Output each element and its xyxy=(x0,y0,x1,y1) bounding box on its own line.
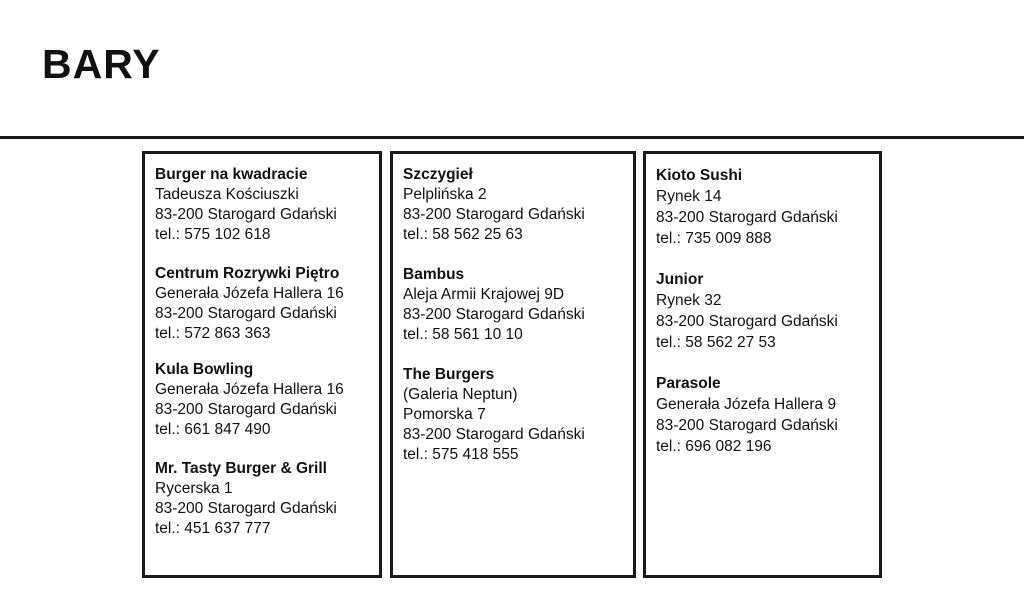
bar-name: The Burgers xyxy=(403,366,495,383)
bar-postal-city: 83-200 Starogard Gdański xyxy=(403,206,585,223)
bar-postal-city: 83-200 Starogard Gdański xyxy=(656,209,838,226)
bar-postal-city: 83-200 Starogard Gdański xyxy=(403,426,585,443)
bar-entry xyxy=(403,365,633,465)
bar-phone: tel.: 661 847 490 xyxy=(155,421,271,438)
bar-entry xyxy=(155,459,379,539)
bar-name: Szczygieł xyxy=(403,166,473,183)
bar-phone: tel.: 58 561 10 10 xyxy=(403,326,523,343)
bar-name: Kioto Sushi xyxy=(656,167,743,184)
bar-entry xyxy=(155,360,379,440)
bar-address-line: Pomorska 7 xyxy=(403,406,486,423)
bar-address-line: Rycerska 1 xyxy=(155,480,233,497)
bar-name: Bambus xyxy=(403,266,465,283)
bar-entry xyxy=(656,373,879,457)
bar-phone: tel.: 575 102 618 xyxy=(155,226,271,243)
bar-name: Kula Bowling xyxy=(155,361,254,378)
bar-phone: tel.: 575 418 555 xyxy=(403,446,519,463)
bar-address-line: Rynek 32 xyxy=(656,292,722,309)
bar-entry xyxy=(155,264,379,344)
bar-postal-city: 83-200 Starogard Gdański xyxy=(155,401,337,418)
bar-column-1 xyxy=(142,151,382,578)
bar-name: Burger na kwadracie xyxy=(155,166,308,183)
bar-postal-city: 83-200 Starogard Gdański xyxy=(656,417,838,434)
bar-name: Mr. Tasty Burger & Grill xyxy=(155,460,327,477)
bar-column-3 xyxy=(643,151,882,578)
bar-entry xyxy=(656,165,879,249)
bar-address-line: Aleja Armii Krajowej 9D xyxy=(403,286,565,303)
bar-address-line: Rynek 14 xyxy=(656,188,722,205)
bar-phone: tel.: 572 863 363 xyxy=(155,325,271,342)
bar-postal-city: 83-200 Starogard Gdański xyxy=(656,313,838,330)
bar-entry xyxy=(155,165,379,245)
bar-address-line: Generała Józefa Hallera 16 xyxy=(155,381,344,398)
bar-entry xyxy=(403,165,633,245)
bar-name: Centrum Rozrywki Piętro xyxy=(155,265,340,282)
bar-address-line: Pelplińska 2 xyxy=(403,186,487,203)
bar-postal-city: 83-200 Starogard Gdański xyxy=(155,206,337,223)
page-title: BARY xyxy=(42,41,161,87)
bar-address-line: Generała Józefa Hallera 16 xyxy=(155,285,344,302)
bar-phone: tel.: 58 562 25 63 xyxy=(403,226,523,243)
bar-address-line: (Galeria Neptun) xyxy=(403,386,518,403)
bar-address-line: Generała Józefa Hallera 9 xyxy=(656,396,837,413)
bar-name: Parasole xyxy=(656,375,721,392)
bar-postal-city: 83-200 Starogard Gdański xyxy=(403,306,585,323)
bar-postal-city: 83-200 Starogard Gdański xyxy=(155,500,337,517)
bar-address-line: Tadeusza Kościuszki xyxy=(155,186,299,203)
bar-phone: tel.: 451 637 777 xyxy=(155,520,271,537)
bar-column-2 xyxy=(390,151,636,578)
bar-phone: tel.: 58 562 27 53 xyxy=(656,334,776,351)
bar-postal-city: 83-200 Starogard Gdański xyxy=(155,305,337,322)
header-divider xyxy=(0,136,1024,139)
bar-entry xyxy=(403,265,633,345)
bar-phone: tel.: 696 082 196 xyxy=(656,438,772,455)
bar-name: Junior xyxy=(656,271,704,288)
bar-phone: tel.: 735 009 888 xyxy=(656,230,772,247)
bar-entry xyxy=(656,269,879,353)
